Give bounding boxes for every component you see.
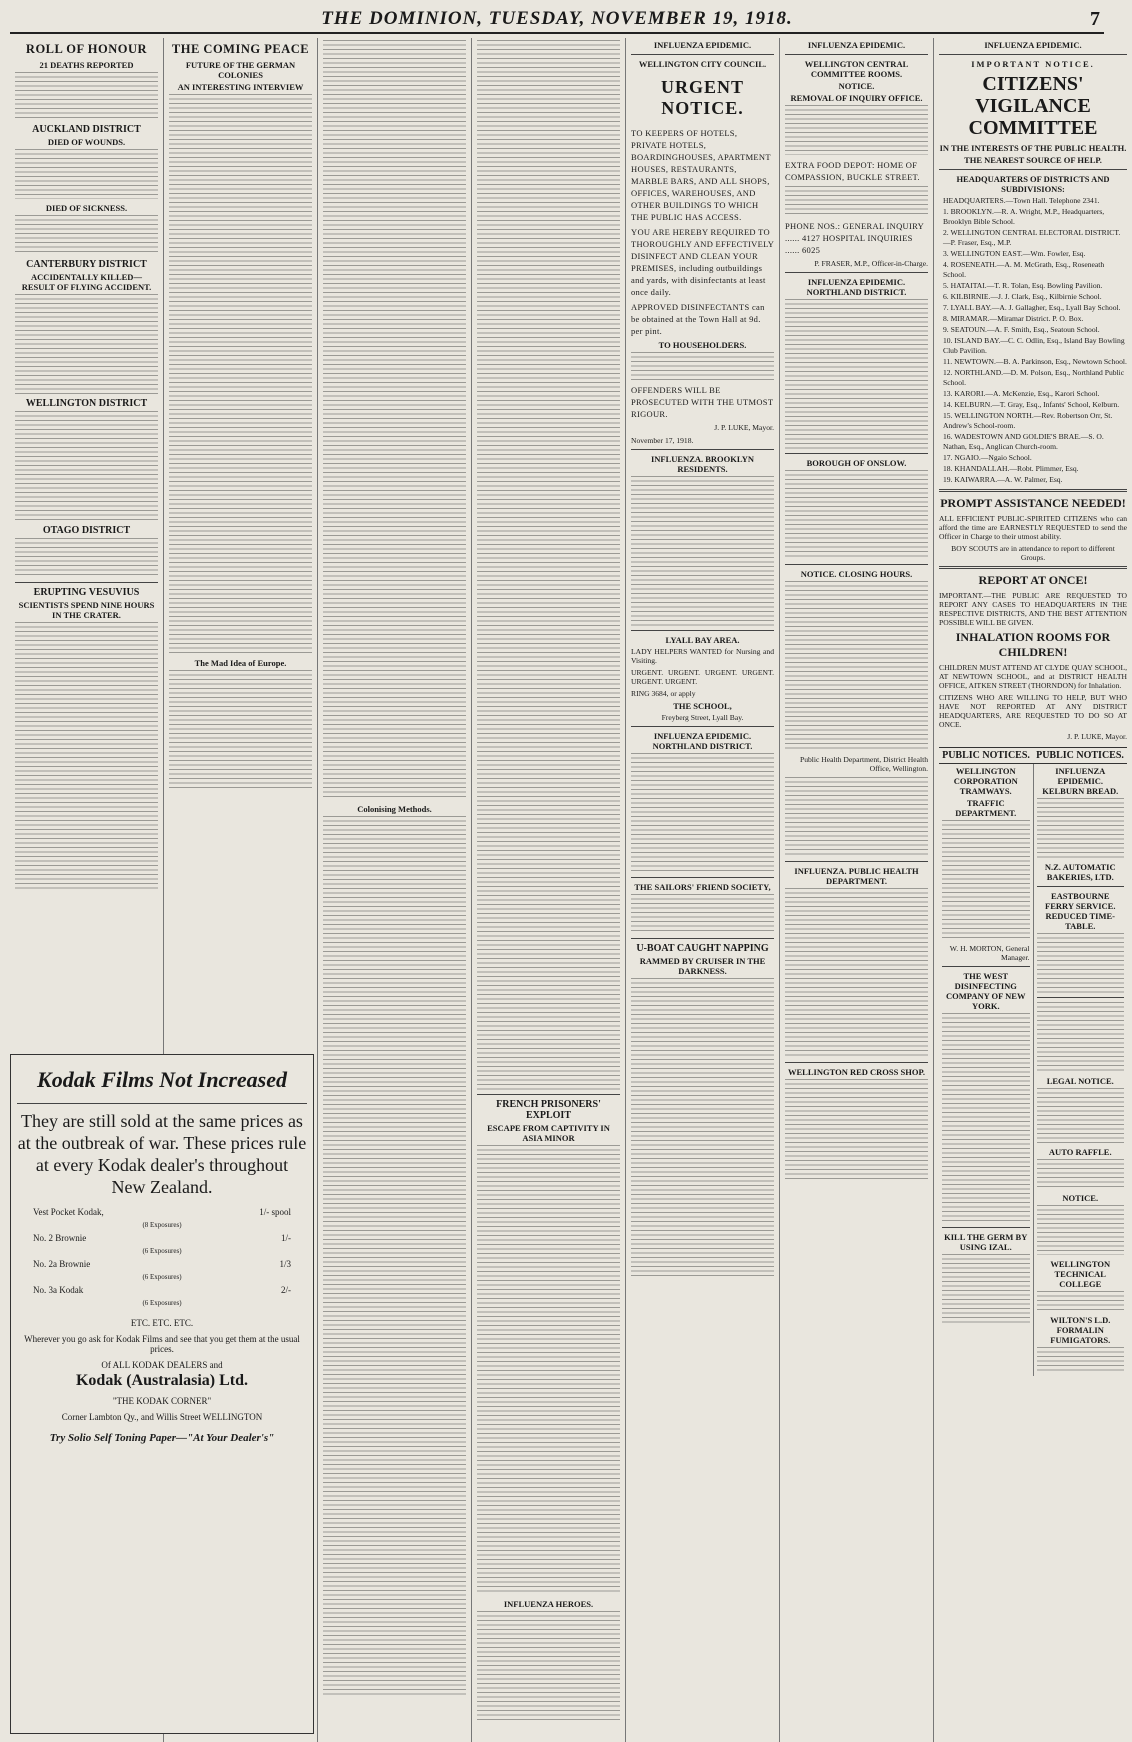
divider	[631, 54, 774, 55]
district-item: 1. BROOKLYN.—R. A. Wright, M.P., Headquarters, Brooklyn Bible School.	[943, 207, 1105, 226]
column-6	[780, 38, 934, 1742]
article-text	[785, 186, 928, 216]
divider	[785, 861, 928, 862]
column-4	[472, 38, 626, 1742]
prompt-assistance-heading: PROMPT ASSISTANCE NEEDED!	[940, 496, 1126, 510]
influenza-epidemic-label: INFLUENZA EPIDEMIC.	[653, 40, 752, 50]
boy-scouts-note: BOY SCOUTS are in attendance to report to different Groups.	[951, 544, 1115, 562]
district-item: 5. HATAITAI.—T. R. Tolan, Esq. Bowling Pavilion.	[943, 281, 1103, 290]
householders-label: TO HOUSEHOLDERS.	[658, 340, 747, 350]
kodak-item-price: 2/-	[281, 1285, 291, 1295]
ferry-heading: EASTBOURNE FERRY SERVICE. REDUCED TIME-TABLE.	[1045, 891, 1116, 931]
formalin-heading: WILTON'S L.D. FORMALIN FUMIGATORS.	[1050, 1315, 1111, 1345]
article-text	[15, 622, 158, 892]
article-text	[323, 816, 466, 1696]
northland-heading: INFLUENZA EPIDEMIC. NORTHLAND DISTRICT.	[806, 277, 907, 297]
otago-heading: OTAGO DISTRICT	[42, 525, 131, 536]
urgent-repeated: URGENT. URGENT. URGENT. URGENT. URGENT. URGENT.	[631, 668, 774, 686]
kodak-item-price: 1/- spool	[259, 1207, 291, 1217]
hq-heading: HEADQUARTERS OF DISTRICTS AND SUBDIVISIONS:	[956, 174, 1110, 194]
notice-date: November 17, 1918.	[631, 436, 694, 445]
kodak-title: Kodak Films Not Increased	[37, 1067, 287, 1092]
article-text	[15, 149, 158, 199]
article-text	[1037, 933, 1125, 993]
school-address: Freyberg Street, Lyall Bay.	[661, 713, 744, 722]
article-text	[942, 820, 1030, 940]
kodak-price-list	[33, 1206, 291, 1310]
kodak-item-name: No. 2 Brownie	[33, 1233, 87, 1243]
article-text	[323, 40, 466, 800]
lady-helpers-wanted: LADY HELPERS WANTED for Nursing and Visiting.	[631, 647, 774, 665]
article-text	[631, 476, 774, 626]
important-notice-label: IMPORTANT NOTICE.	[971, 59, 1095, 69]
article-text	[785, 299, 928, 449]
traffic-heading: TRAFFIC DEPARTMENT.	[955, 798, 1017, 818]
article-text	[631, 352, 774, 380]
kodak-price-row	[33, 1284, 291, 1297]
column-3	[318, 38, 472, 1742]
auckland-heading: AUCKLAND DISTRICT	[32, 124, 141, 135]
kodak-advertisement	[10, 1054, 314, 1734]
notice-label: NOTICE.	[838, 81, 875, 91]
mayor-signature: J. P. LUKE, Mayor.	[1067, 732, 1127, 741]
article-text	[477, 40, 620, 1090]
public-notices-left	[939, 764, 1034, 1376]
column-7	[934, 38, 1132, 1742]
public-notices-label: PUBLIC NOTICES.	[1036, 750, 1124, 761]
divider	[939, 566, 1127, 569]
article-text	[631, 753, 774, 873]
canterbury-heading: CANTERBURY DISTRICT	[26, 259, 147, 270]
district-item: 17. NGAIO.—Ngaio School.	[943, 453, 1032, 462]
public-health-interests: IN THE INTERESTS OF THE PUBLIC HEALTH.	[939, 143, 1127, 153]
public-notices-label: PUBLIC NOTICES.	[942, 750, 1030, 761]
tech-college-heading: WELLINGTON TECHNICAL COLLEGE	[1050, 1259, 1111, 1289]
divider	[785, 564, 928, 565]
article-text	[631, 894, 774, 934]
kodak-body: They are still sold at the same prices as at the outbreak of war. These prices rule at every Kodak dealer's throughout New Zealand.	[17, 1111, 307, 1197]
central-committee-label: WELLINGTON CENTRAL COMMITTEE ROOMS.	[804, 59, 909, 79]
district-item: 9. SEATOUN.—A. F. Smith, Esq., Seatoun School.	[943, 325, 1100, 334]
district-item: 19. KAIWARRA.—A. W. Palmer, Esq.	[943, 475, 1063, 484]
kodak-price-row	[33, 1232, 291, 1245]
divider	[631, 630, 774, 631]
died-wounds-label: DIED OF WOUNDS.	[47, 137, 126, 147]
district-item: 11. NEWTOWN.—B. A. Parkinson, Esq., Newtown School.	[943, 357, 1127, 366]
article-text	[477, 1145, 620, 1595]
district-item: 12. NORTHLAND.—D. M. Polson, Esq., Northland Public School.	[943, 368, 1125, 387]
divider	[15, 582, 158, 583]
west-disinfecting-heading: THE WEST DISINFECTING COMPANY OF NEW YORK.	[946, 971, 1026, 1011]
article-text	[15, 538, 158, 578]
food-depot-notice: EXTRA FOOD DEPOT: HOME OF COMPASSION, BUCKLE STREET.	[785, 160, 920, 182]
article-text	[631, 978, 774, 1278]
phone-numbers: PHONE NOS.: GENERAL INQUIRY ...... 4127 HOSPITAL INQUIRIES ...... 6025	[785, 221, 924, 255]
district-item: 10. ISLAND BAY.—C. C. Odlin, Esq., Island Bay Bowling Club Pavilion.	[943, 336, 1125, 355]
article-text	[942, 1254, 1030, 1324]
french-prisoners-heading: FRENCH PRISONERS' EXPLOIT	[496, 1099, 601, 1121]
article-text	[169, 94, 312, 654]
coming-peace-heading: THE COMING PEACE	[171, 42, 310, 56]
kodak-item-name: No. 2a Brownie	[33, 1259, 91, 1269]
kill-germ-heading: KILL THE GERM BY USING IZAL.	[944, 1232, 1028, 1252]
district-item: 7. LYALL BAY.—A. J. Gallagher, Esq., Lyall Bay School.	[943, 303, 1121, 312]
tramways-heading: WELLINGTON CORPORATION TRAMWAYS.	[953, 766, 1018, 796]
kodak-price-row	[33, 1258, 291, 1271]
northland-heading: INFLUENZA EPIDEMIC. NORTHLAND DISTRICT.	[652, 731, 753, 751]
removal-label: REMOVAL OF INQUIRY OFFICE.	[790, 93, 923, 103]
article-text	[785, 777, 928, 857]
column-5	[626, 38, 780, 1742]
roll-of-honour-heading: ROLL OF HONOUR	[25, 42, 148, 56]
divider	[785, 272, 928, 273]
divider	[939, 489, 1127, 492]
kodak-item-note: (8 Exposures)	[142, 1221, 182, 1229]
article-text	[785, 470, 928, 560]
red-cross-heading: WELLINGTON RED CROSS SHOP.	[788, 1067, 925, 1077]
willing-citizens: CITIZENS WHO ARE WILLING TO HELP, BUT WHO HAVE NOT REPORTED AT ANY DISTRICT HEADQUARTERS, ARE REQUESTED TO DO SO AT ONCE.	[939, 693, 1127, 729]
article-text	[1037, 798, 1125, 858]
article-text	[1037, 1002, 1125, 1072]
mad-idea-subheading: The Mad Idea of Europe.	[194, 658, 287, 668]
divider	[942, 1227, 1030, 1228]
divider	[785, 1062, 928, 1063]
interview-subheading: AN INTERESTING INTERVIEW	[177, 82, 304, 92]
urgent-notice-body: TO KEEPERS OF HOTELS, PRIVATE HOTELS, BOARDINGHOUSES, APARTMENT HOUSES, RESTAURANTS, MARBLE BARS, AND ALL SHOPS, OFFICES, WAREHOUSES, AND OTHER BUILDINGS TO WHICH THE PUBLIC HAS ACCESS.	[631, 128, 771, 222]
school-label: THE SCHOOL,	[673, 701, 732, 711]
kodak-ask: Wherever you go ask for Kodak Films and see that you get them at the usual prices.	[24, 1334, 300, 1354]
required-notice: YOU ARE HEREBY REQUIRED TO THOROUGHLY AND EFFECTIVELY DISINFECT AND CLEAN YOUR PREMISES, including outbuildings and yards, with disinfectants at least once daily.	[631, 227, 774, 297]
report-body: IMPORTANT.—THE PUBLIC ARE REQUESTED TO REPORT ANY CASES TO HEADQUARTERS IN THE RESPECTIVE DISTRICTS, AND THE BEST ATTENTION POSSIBLE WILL BE GIVEN.	[939, 591, 1127, 627]
auto-raffle-heading: AUTO RAFFLE.	[1048, 1147, 1112, 1157]
districts-list	[939, 196, 1127, 485]
colonising-subheading: Colonising Methods.	[357, 804, 432, 814]
uboat-subheading: RAMMED BY CRUISER IN THE DARKNESS.	[639, 956, 766, 976]
deaths-subheading: 21 DEATHS REPORTED	[39, 60, 134, 70]
divider	[477, 1094, 620, 1095]
approved-disinfectants: APPROVED DISINFECTANTS can be obtained at the Town Hall at 9d. per pint.	[631, 302, 765, 336]
article-text	[1037, 1205, 1125, 1255]
kodak-item-note: (6 Exposures)	[142, 1273, 182, 1281]
kodak-item-price: 1/-	[281, 1233, 291, 1243]
divider	[1037, 886, 1125, 887]
article-text	[15, 215, 158, 255]
divider	[939, 169, 1127, 170]
notice-heading: NOTICE.	[1062, 1193, 1099, 1203]
article-text	[942, 1013, 1030, 1223]
lyall-bay-heading: LYALL BAY AREA.	[665, 635, 740, 645]
kodak-item-price: 1/3	[279, 1259, 291, 1269]
public-notices-bar	[939, 747, 1127, 764]
article-text	[1037, 1347, 1125, 1372]
sailors-friend-heading: THE SAILORS' FRIEND SOCIETY,	[634, 882, 771, 892]
kodak-item-name: No. 3a Kodak	[33, 1285, 84, 1295]
influenza-heroes-subheading: INFLUENZA HEROES.	[503, 1599, 594, 1609]
divider	[942, 966, 1030, 967]
district-item: 15. WELLINGTON NORTH.—Rev. Robertson Orr, St. Andrew's School-room.	[943, 411, 1113, 430]
article-text	[1037, 1159, 1125, 1189]
divider	[785, 453, 928, 454]
influenza-epidemic-label: INFLUENZA EPIDEMIC.	[984, 40, 1082, 50]
inhalation-body: CHILDREN MUST ATTEND AT CLYDE QUAY SCHOOL, AT NEWTOWN SCHOOL, and at DISTRICT HEALTH OFFICE, AITKEN STREET (THORNDON) for Inhalation.	[939, 663, 1127, 690]
kodak-dealers: Of ALL KODAK DEALERS and	[101, 1360, 223, 1370]
kodak-item-name: Vest Pocket Kodak,	[33, 1207, 104, 1217]
report-heading: REPORT AT ONCE!	[978, 573, 1088, 587]
page-number: 7	[1090, 8, 1100, 30]
urgent-notice-heading: URGENT NOTICE.	[660, 77, 744, 118]
article-text	[1037, 1088, 1125, 1143]
kelburn-bread-heading: INFLUENZA EPIDEMIC. KELBURN BREAD.	[1042, 766, 1119, 796]
masthead-title: THE DOMINION, TUESDAY, NOVEMBER 19, 1918.	[321, 8, 793, 29]
article-text	[15, 411, 158, 521]
district-item: 14. KELBURN.—T. Gray, Esq., Infants' School, Kelburn.	[943, 400, 1120, 409]
public-notices-right	[1034, 764, 1128, 1376]
divider	[631, 877, 774, 878]
district-item: HEADQUARTERS.—Town Hall. Telephone 2341.	[943, 196, 1100, 205]
kodak-item-note: (6 Exposures)	[142, 1247, 182, 1255]
article-text	[785, 1079, 928, 1179]
prompt-assistance-body: ALL EFFICIENT PUBLIC-SPIRITED CITIZENS who can afford the time are EARNESTLY REQUESTED to send the Officer in Charge to their utmost ability.	[939, 514, 1127, 541]
onslow-heading: BOROUGH OF ONSLOW.	[806, 458, 907, 468]
city-council-label: WELLINGTON CITY COUNCIL.	[638, 59, 767, 69]
vesuvius-subheading: SCIENTISTS SPEND NINE HOURS IN THE CRATER.	[18, 600, 155, 620]
bakeries-label: N.Z. AUTOMATIC BAKERIES, LTD.	[1044, 862, 1116, 882]
nearest-help: THE NEAREST SOURCE OF HELP.	[964, 155, 1102, 165]
article-text	[15, 294, 158, 394]
public-notices-columns	[939, 764, 1127, 1376]
legal-notice-heading: LEGAL NOTICE.	[1046, 1076, 1114, 1086]
article-text	[785, 888, 928, 1058]
district-item: 2. WELLINGTON CENTRAL ELECTORAL DISTRICT.—P. Fraser, Esq., M.P.	[943, 228, 1121, 247]
divider	[785, 54, 928, 55]
kodak-etc: ETC. ETC. ETC.	[130, 1318, 194, 1328]
divider	[631, 938, 774, 939]
inhalation-heading: INHALATION ROOMS FOR CHILDREN!	[955, 630, 1111, 659]
article-text	[1037, 1291, 1125, 1311]
district-item: 4. ROSENEATH.—A. M. McGrath, Esq., Roseneath School.	[943, 260, 1105, 279]
kodak-address: Corner Lambton Qy., and Willis Street WELLINGTON	[61, 1412, 263, 1422]
article-text	[477, 1611, 620, 1721]
kodak-corner: "THE KODAK CORNER"	[112, 1396, 212, 1406]
morton-signature: W. H. MORTON, General Manager.	[949, 944, 1030, 962]
brooklyn-heading: INFLUENZA. BROOKLYN RESIDENTS.	[650, 454, 755, 474]
article-text	[785, 105, 928, 155]
citizens-committee-heading: CITIZENS' VIGILANCE COMMITTEE	[968, 73, 1098, 139]
divider	[631, 726, 774, 727]
uboat-heading: U-BOAT CAUGHT NAPPING	[636, 943, 769, 954]
district-item: 13. KARORI.—A. McKenzie, Esq., Karori School.	[943, 389, 1100, 398]
mayor-signature: J. P. LUKE, Mayor.	[714, 423, 774, 432]
ring-number: RING 3684, or apply	[631, 689, 696, 698]
german-colonies-subheading: FUTURE OF THE GERMAN COLONIES	[185, 60, 296, 80]
public-health-heading: INFLUENZA. PUBLIC HEALTH DEPARTMENT.	[794, 866, 919, 886]
district-item: 6. KILBIRNIE.—J. J. Clark, Esq., Kilbirnie School.	[943, 292, 1102, 301]
divider	[1037, 997, 1125, 998]
kodak-solio: Try Solio Self Toning Paper—"At Your Dealer's"	[49, 1432, 275, 1444]
kodak-company: Kodak (Australasia) Ltd.	[75, 1372, 249, 1389]
district-item: 18. KHANDALLAH.—Robt. Plimmer, Esq.	[943, 464, 1079, 473]
accident-label: ACCIDENTALLY KILLED—RESULT OF FLYING ACCIDENT.	[21, 272, 152, 292]
article-text	[169, 670, 312, 790]
masthead	[10, 6, 1104, 34]
wellington-heading: WELLINGTON DISTRICT	[25, 398, 148, 409]
divider	[17, 1103, 307, 1104]
divider	[631, 449, 774, 450]
vesuvius-heading: ERUPTING VESUVIUS	[33, 587, 140, 598]
died-sickness-label: DIED OF SICKNESS.	[45, 203, 128, 213]
district-item: 8. MIRAMAR.—Miramar District. P. O. Box.	[943, 314, 1084, 323]
french-prisoners-subheading: ESCAPE FROM CAPTIVITY IN ASIA MINOR	[487, 1123, 610, 1143]
article-text	[785, 581, 928, 751]
district-item: 3. WELLINGTON EAST.—Wm. Fowler, Esq.	[943, 249, 1086, 258]
kodak-price-row	[33, 1206, 291, 1219]
article-text	[15, 72, 158, 120]
health-office-signature: Public Health Department, District Health Office, Wellington.	[799, 755, 928, 773]
prosecution-warning: OFFENDERS WILL BE PROSECUTED WITH THE UTMOST RIGOUR.	[631, 385, 774, 419]
fraser-signature: P. FRASER, M.P., Officer-in-Charge.	[814, 259, 928, 268]
divider	[939, 54, 1127, 55]
district-item: 16. WADESTOWN AND GOLDIE'S BRAE.—S. O. Nathan, Esq., Anglican Church-room.	[943, 432, 1104, 451]
closing-hours-heading: NOTICE. CLOSING HOURS.	[800, 569, 913, 579]
influenza-epidemic-label: INFLUENZA EPIDEMIC.	[807, 40, 906, 50]
kodak-item-note: (6 Exposures)	[142, 1299, 182, 1307]
